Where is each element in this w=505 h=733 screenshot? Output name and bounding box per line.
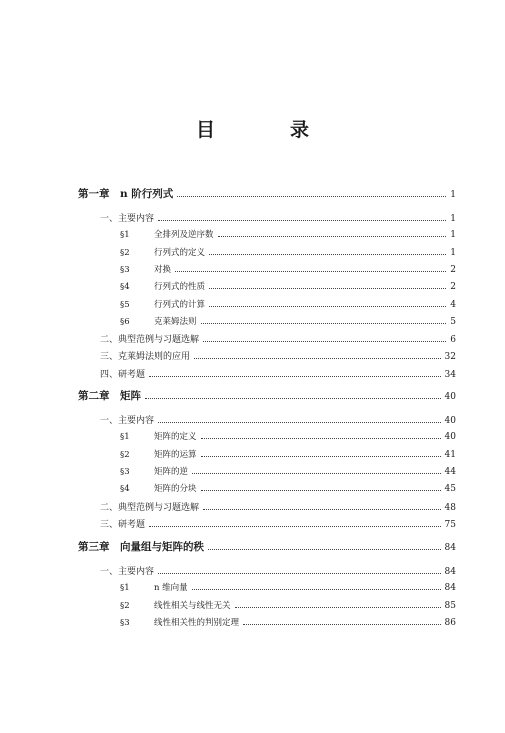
page-number: 6 xyxy=(450,335,456,346)
chapter-heading xyxy=(78,388,456,404)
toc-entry xyxy=(120,246,456,262)
dot-leader xyxy=(201,456,441,457)
entry-label xyxy=(100,500,203,513)
entry-title: 第三章 向量组与矩阵的秩 xyxy=(78,541,204,553)
dot-leader xyxy=(158,422,441,423)
entry-title: 行列式的计算 xyxy=(154,299,206,310)
toc-entry xyxy=(120,315,456,331)
entry-title: 全排列及逆序数 xyxy=(154,230,214,241)
entry-label xyxy=(78,186,177,201)
page-number: 1 xyxy=(450,190,456,200)
entry-title: 三、研考题 xyxy=(100,519,146,530)
section-number: §1 xyxy=(120,583,130,594)
section-number: §1 xyxy=(120,432,130,443)
entry-label xyxy=(78,539,208,554)
toc-entry xyxy=(100,349,456,365)
section-number: §4 xyxy=(120,484,130,495)
dot-leader xyxy=(158,573,441,574)
toc-entry xyxy=(100,367,456,383)
entry-label xyxy=(100,564,158,577)
entry-label xyxy=(120,482,201,494)
toc-entry xyxy=(100,413,456,429)
section-number: §2 xyxy=(120,247,130,258)
page-number: 45 xyxy=(444,484,456,495)
dot-leader xyxy=(235,607,441,608)
dot-leader xyxy=(201,490,441,491)
section-number: §3 xyxy=(120,466,130,477)
section-number: §6 xyxy=(120,316,130,327)
dot-leader xyxy=(203,341,446,342)
entry-title: 二、典型范例与习题选解 xyxy=(100,335,200,346)
dot-leader xyxy=(201,323,447,324)
page-number: 41 xyxy=(444,449,456,460)
page-number: 2 xyxy=(450,282,456,293)
dot-leader xyxy=(175,271,446,272)
entry-label xyxy=(120,298,209,310)
entry-label xyxy=(100,332,203,345)
page-number: 84 xyxy=(444,543,456,553)
page-number: 34 xyxy=(444,369,456,380)
toc-entry xyxy=(100,332,456,348)
dot-leader xyxy=(149,526,441,527)
toc-entry xyxy=(120,263,456,279)
page-number: 5 xyxy=(450,316,456,327)
entry-label xyxy=(100,349,194,362)
entry-label xyxy=(78,388,145,403)
dot-leader xyxy=(177,196,446,197)
page-number: 40 xyxy=(444,392,456,402)
entry-title: 四、研考题 xyxy=(100,369,146,380)
entry-title: 线性相关性的判别定理 xyxy=(154,617,240,628)
entry-label xyxy=(120,246,209,258)
entry-label xyxy=(120,581,192,593)
entry-title: 行列式的性质 xyxy=(154,282,206,293)
page-number: 85 xyxy=(444,600,456,611)
dot-leader xyxy=(243,624,441,625)
entry-label xyxy=(120,315,201,327)
entry-label xyxy=(120,430,201,442)
toc-entry xyxy=(120,298,456,314)
entry-title: 二、典型范例与习题选解 xyxy=(100,502,200,513)
page-title: 目 录 xyxy=(195,119,337,141)
entry-title: 一、主要内容 xyxy=(100,416,155,426)
dot-leader xyxy=(145,398,441,399)
entry-title: 矩阵的分块 xyxy=(154,484,197,495)
page-number: 40 xyxy=(444,416,456,426)
toc-entry xyxy=(120,616,456,632)
entry-label xyxy=(120,280,209,292)
entry-label xyxy=(120,616,243,628)
dot-leader xyxy=(192,589,441,590)
entry-label xyxy=(100,367,149,380)
toc-entry xyxy=(120,430,456,446)
page-number: 32 xyxy=(444,352,456,363)
section-number: §2 xyxy=(120,600,130,611)
toc-entry xyxy=(120,448,456,464)
page-number: 48 xyxy=(444,502,456,513)
entry-title: 克莱姆法则 xyxy=(154,316,197,327)
dot-leader xyxy=(209,306,446,307)
toc-entry xyxy=(120,599,456,615)
entry-label xyxy=(120,465,192,477)
page-number: 44 xyxy=(444,466,456,477)
entry-title: 线性相关与线性无关 xyxy=(154,600,231,611)
entry-title: 矩阵的逆 xyxy=(154,466,189,477)
toc-entry xyxy=(100,500,456,516)
toc-entry xyxy=(120,482,456,498)
chapter-heading xyxy=(78,186,456,202)
entry-title: 矩阵的定义 xyxy=(154,432,197,443)
toc-entry xyxy=(120,280,456,296)
section-number: §5 xyxy=(120,299,130,310)
dot-leader xyxy=(201,438,441,439)
entry-title: n 维向量 xyxy=(154,583,188,594)
toc-entry xyxy=(100,564,456,580)
entry-label xyxy=(100,517,149,530)
toc-entry xyxy=(100,517,456,533)
page-number: 4 xyxy=(450,299,456,310)
dot-leader xyxy=(194,358,441,359)
entry-label xyxy=(120,263,175,275)
toc-entry xyxy=(120,581,456,597)
section-number: §4 xyxy=(120,282,130,293)
entry-title: 一、主要内容 xyxy=(100,567,155,577)
toc-entry xyxy=(120,228,456,244)
entry-title: 对换 xyxy=(154,264,172,275)
toc-entry xyxy=(100,211,456,227)
section-number: §1 xyxy=(120,230,130,241)
page-number: 1 xyxy=(450,247,456,258)
page-number: 84 xyxy=(444,583,456,594)
section-number: §3 xyxy=(120,617,130,628)
entry-label xyxy=(120,228,218,240)
entry-label xyxy=(120,599,235,611)
entry-title: 矩阵的运算 xyxy=(154,449,197,460)
dot-leader xyxy=(192,473,441,474)
entry-title: 第一章 n 阶行列式 xyxy=(78,188,174,200)
section-number: §3 xyxy=(120,264,130,275)
chapter-heading xyxy=(78,539,456,555)
toc-entry xyxy=(120,465,456,481)
dot-leader xyxy=(218,236,447,237)
dot-leader xyxy=(209,254,446,255)
dot-leader xyxy=(149,376,441,377)
entry-label xyxy=(120,448,201,460)
page-number: 40 xyxy=(444,432,456,443)
page-number: 86 xyxy=(444,617,456,628)
page-number: 1 xyxy=(450,214,456,224)
entry-title: 三、克莱姆法则的应用 xyxy=(100,352,191,363)
entry-label xyxy=(100,413,158,426)
page-number: 75 xyxy=(444,519,456,530)
page-number: 1 xyxy=(450,230,456,241)
dot-leader xyxy=(203,509,441,510)
section-number: §2 xyxy=(120,449,130,460)
page-number: 2 xyxy=(450,264,456,275)
entry-label xyxy=(100,211,158,224)
dot-leader xyxy=(208,549,441,550)
entry-title: 行列式的定义 xyxy=(154,247,206,258)
dot-leader xyxy=(209,288,446,289)
entry-title: 一、主要内容 xyxy=(100,214,155,224)
page-number: 84 xyxy=(444,567,456,577)
dot-leader xyxy=(158,220,446,221)
entry-title: 第二章 矩阵 xyxy=(78,390,141,402)
